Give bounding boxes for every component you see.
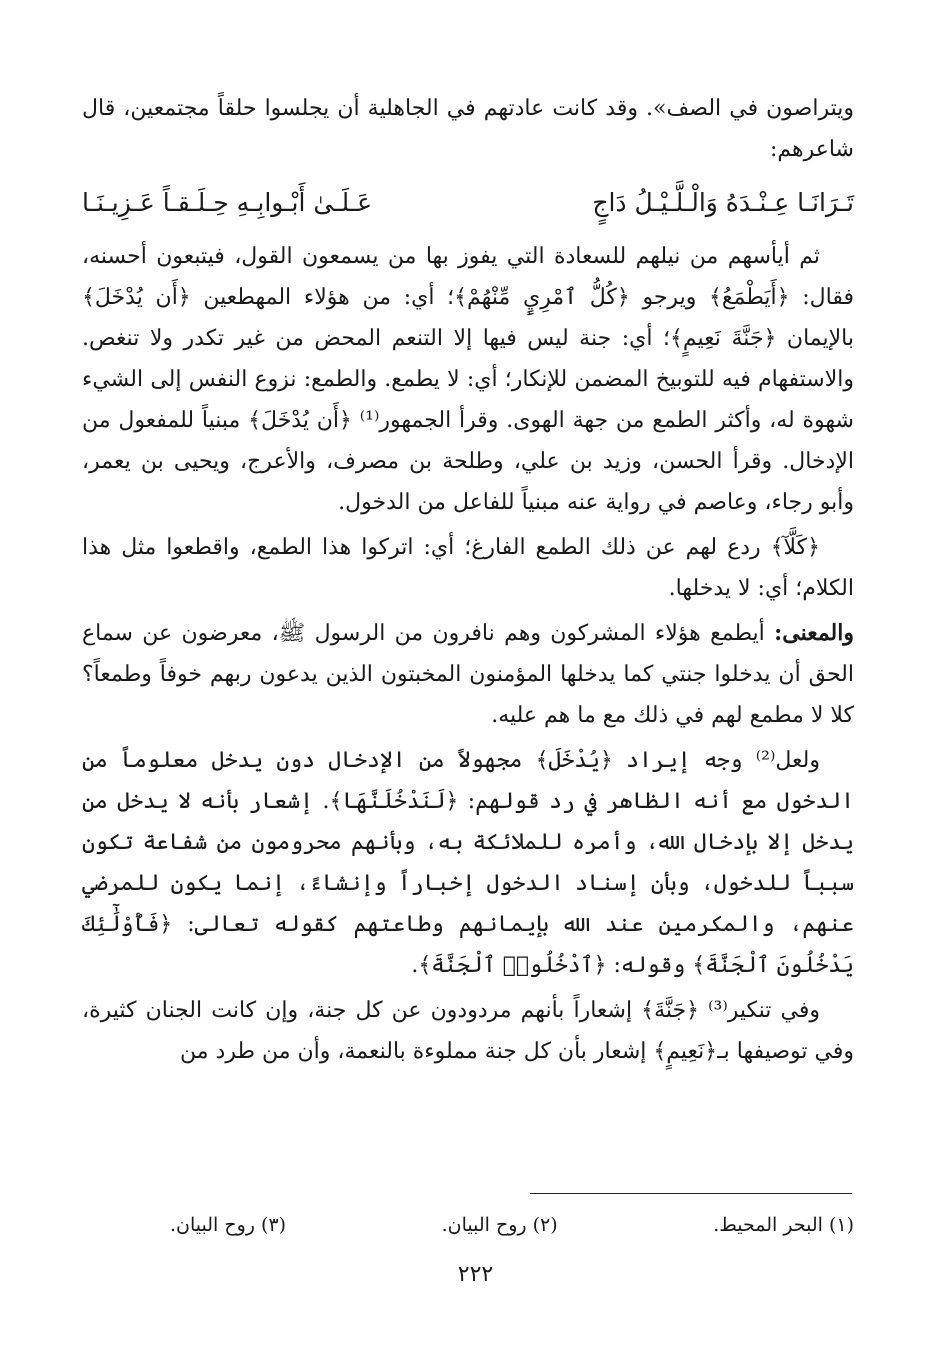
page-body [82,88,854,1076]
footnote-2: (٢) روح البيان. [441,1214,558,1236]
footnote-3: (٣) روح البيان. [170,1214,287,1236]
paragraph-4 [82,740,854,986]
paragraph-text: أيطمع هؤلاء المشركون وهم نافرون من الرسول ﷺ، معرضون عن سماع الحق أن يدخلوا جنتي كما يدخلها المؤمنون المخبتون الذين يدعون ربهم خوفاً وطمعاً؟ كلا لا مطمع لهم في ذلك مع ما هم عليه. [82,621,854,728]
paragraph-5 [82,990,854,1072]
paragraph-2 [82,527,854,609]
page-number: ٢٢٢ [457,1262,494,1287]
paragraph-text: ﴿كَلَّآ﴾ ردع لهم عن ذلك الطمع الفارغ؛ أي: اتركوا هذا الطمع، واقطعوا مثل هذا الكلام؛ أي: لا يدخلها. [82,535,854,601]
paragraph-lead: والمعنى: [774,620,854,646]
intro-paragraph: ويتراصون في الصف». وقد كانت عادتهم في الجاهلية أن يجلسوا حلقاً مجتمعين، قال شاعرهم: [82,96,854,162]
footnote-divider [530,1193,852,1194]
poetry-verse [82,174,854,230]
verse-second-hemistich: عَـلَـىٰ أَبْـوابِـهِ حِـلَـقـاً عَـزِيـنَـا [82,187,373,217]
paragraph-text: ولعل⁽²⁾ وجه إيراد ﴿يُدْخَلَ﴾ مجهولاً من الإدخال دون يدخل معلوماً من الدخول مع أنه الظاهر في رد قولهم: ﴿لَنَدْخُلَنَّهَا﴾. إشعار بأنه لا يدخل من يدخل إلا بإدخال الله، وأمره للملائكة به، وبأنهم محرومون من شفاعة تكون سبباً للدخول، وبأن إسناد الدخول إخباراً وإنشاءً، إنما يكون للمرضي عنهم، والمكرمين عند الله بإيمانهم وطاعتهم كقوله تعالى: ﴿فَأُوْلَٰٓئِكَ يَدْخُلُونَ ٱلْجَنَّةَ﴾ وقوله: ﴿ٱدْخُلُوا۟ ٱلْجَنَّةَ﴾. [82,748,854,978]
paragraph-3 [82,613,854,736]
footnotes [170,1210,854,1240]
paragraph-text: ثم أيأسهم من نيلهم للسعادة التي يفوز بها من يسمعون القول، فيتبعون أحسنه، فقال: ﴿أَيَطْمَعُ﴾ ويرجو ﴿كُلُّ ٱمْرِيٍٕ مِّنْهُمْ﴾؛ أي: من هؤلاء المهطعين ﴿أَن يُدْخَلَ﴾ بالإيمان ﴿جَنَّةَ نَعِيمٍ﴾؛ أي: جنة ليس فيها إلا التنعم المحض من غير تكدر ولا تنغص. والاستفهام فيه للتوبيخ المضمن للإنكار؛ أي: لا يطمع. والطمع: نزوع النفس إلى الشيء شهوة له، وأكثر الطمع من جهة الهوى. وقرأ الجمهور⁽¹⁾ ﴿أَن يُدْخَلَ﴾ مبنياً للمفعول من الإدخال. وقرأ الحسن، وزيد بن علي، وطلحة بن مصرف، والأعرج، ويحيى بن يعمر، وأبو رجاء، وعاصم في رواية عنه مبنياً للفاعل من الدخول. [82,244,854,515]
footnote-1: (١) البحر المحيط. [713,1214,854,1236]
paragraph-1 [82,236,854,523]
paragraph-text: وفي تنكير⁽³⁾ ﴿جَنَّةَ﴾ إشعاراً بأنهم مردودون عن كل جنة، وإن كانت الجنان كثيرة، وفي توصيفها بـ﴿نَعِيمٍ﴾ إشعار بأن كل جنة مملوءة بالنعمة، وأن من طرد من [82,998,854,1064]
verse-first-hemistich: تَـرَانَـا عِـنْـدَهُ وَالْـلَّـيْـلُ دَاجٍ [592,187,854,217]
